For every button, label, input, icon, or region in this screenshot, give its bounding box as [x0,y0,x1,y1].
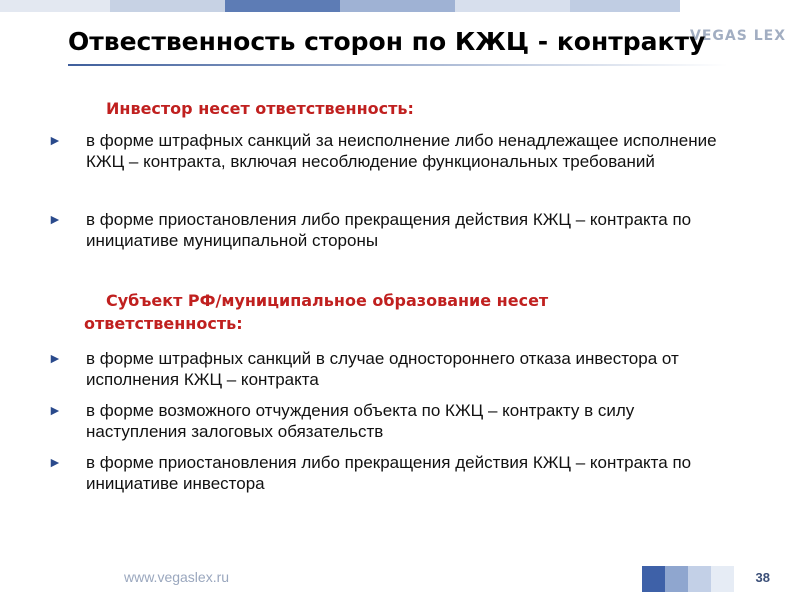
bottom-decorative-stripe [642,566,734,592]
list-item [48,348,738,390]
bullet-text: в форме штрафных санкций за неисполнение либо ненадлежащее исполнение КЖЦ – контракта, включая несоблюдение функциональных требований [86,131,717,171]
list-item [48,400,738,442]
right-triangle-icon: ► [48,132,62,148]
right-triangle-icon: ► [48,350,62,366]
right-triangle-icon: ► [48,211,62,227]
stripe-segment [340,0,455,12]
bullet-text: в форме штрафных санкций в случае одностороннего отказа инвестора от исполнения КЖЦ – контракта [86,349,679,389]
bullet-text: в форме возможного отчуждения объекта по КЖЦ – контракту в силу наступления залоговых обязательств [86,401,635,441]
subject-section-heading [84,289,548,335]
stripe-segment [110,0,225,12]
investor-section-heading [84,97,414,120]
page-number: 38 [755,570,770,585]
right-triangle-icon: ► [48,402,62,418]
list-item [48,452,738,494]
company-logo: VEGAS LEX [690,28,786,44]
list-item [48,130,738,172]
bullet-text: в форме приостановления либо прекращения действия КЖЦ – контракта по инициативе муниципальной стороны [86,210,692,250]
stripe-segment [642,566,665,592]
slide-title: Отвественность сторон по КЖЦ - контракту [68,27,706,56]
list-item [48,209,738,251]
footer-url: www.vegaslex.ru [124,569,230,585]
stripe-segment [455,0,570,12]
bullet-text: в форме приостановления либо прекращения действия КЖЦ – контракта по инициативе инвестора [86,453,692,493]
stripe-segment [688,566,711,592]
subject-heading-line1 [84,289,548,312]
top-decorative-stripe [0,0,680,12]
subject-heading-text: Субъект РФ/муниципальное образование несет [106,291,549,310]
investor-heading-text: Инвестор несет ответственность: [106,99,414,118]
title-underline [68,64,728,66]
stripe-segment [0,0,110,12]
stripe-segment [570,0,680,12]
stripe-segment [711,566,734,592]
stripe-segment [225,0,340,12]
subject-heading-line2: ответственность: [84,314,243,333]
right-triangle-icon: ► [48,454,62,470]
stripe-segment [665,566,688,592]
